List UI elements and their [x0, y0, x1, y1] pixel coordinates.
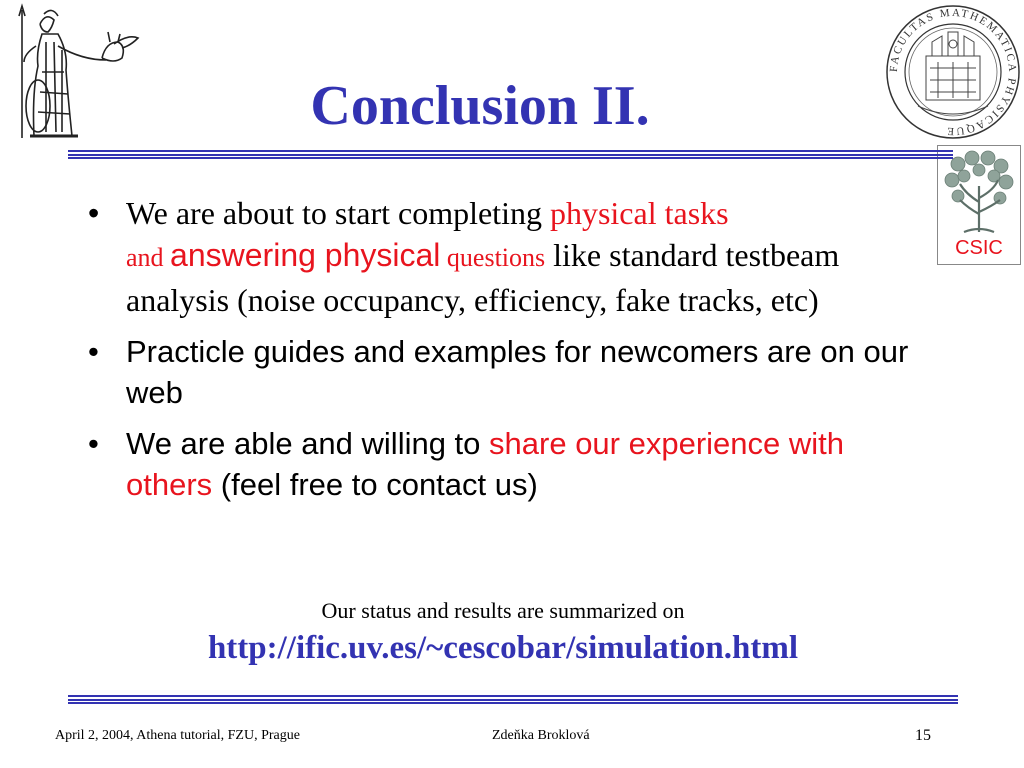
bullet-1-highlight-b: and — [126, 243, 171, 272]
bullet-1-highlight-a: physical tasks — [549, 195, 729, 231]
title-divider — [68, 150, 953, 159]
bullet-1-highlight-c: answering physical — [170, 237, 441, 273]
bullet-item-3 — [88, 423, 918, 505]
bullet-3-highlight: share our experience with others — [126, 426, 845, 502]
bullet-item-1 — [88, 192, 918, 321]
bullet-item-2 — [88, 331, 918, 413]
footer-divider — [68, 695, 958, 704]
faculty-seal-logo — [882, 2, 1024, 142]
bullet-1-highlight-d: questions — [440, 243, 546, 272]
seal-text: FACULTAS MATHEMATICA PHYSICAQUE — [887, 6, 1019, 138]
footer-author: Zdeňka Broklová — [492, 728, 590, 743]
summary-text: Our status and results are summarized on — [321, 598, 685, 623]
bullet-1-text: We are about to start completing — [126, 195, 550, 231]
csic-logo — [937, 145, 1021, 265]
footer-date-event: April 2, 2004, Athena tutorial, FZU, Prague — [55, 728, 300, 743]
bullet-list — [88, 192, 918, 515]
bullet-marker: • — [88, 426, 99, 461]
simulation-link[interactable]: http://ific.uv.es/~cescobar/simulation.html — [207, 630, 799, 666]
bullet-1-rest: like standard testbeam analysis (noise occupancy, efficiency, fake tracks, etc) — [126, 237, 840, 318]
csic-label: CSIC — [955, 237, 1003, 259]
bullet-3-rest: (feel free to contact us) — [212, 467, 538, 502]
bullet-marker: • — [88, 195, 100, 231]
bullet-2-text: Practicle guides and examples for newcomers are on our web — [126, 334, 909, 410]
athena-statue-logo — [2, 2, 152, 142]
page-number: 15 — [915, 727, 931, 744]
slide-title: Conclusion II. — [310, 75, 650, 137]
bullet-3-text: We are able and willing to — [126, 426, 490, 461]
bullet-marker: • — [88, 334, 99, 369]
tree-icon — [938, 146, 1020, 238]
